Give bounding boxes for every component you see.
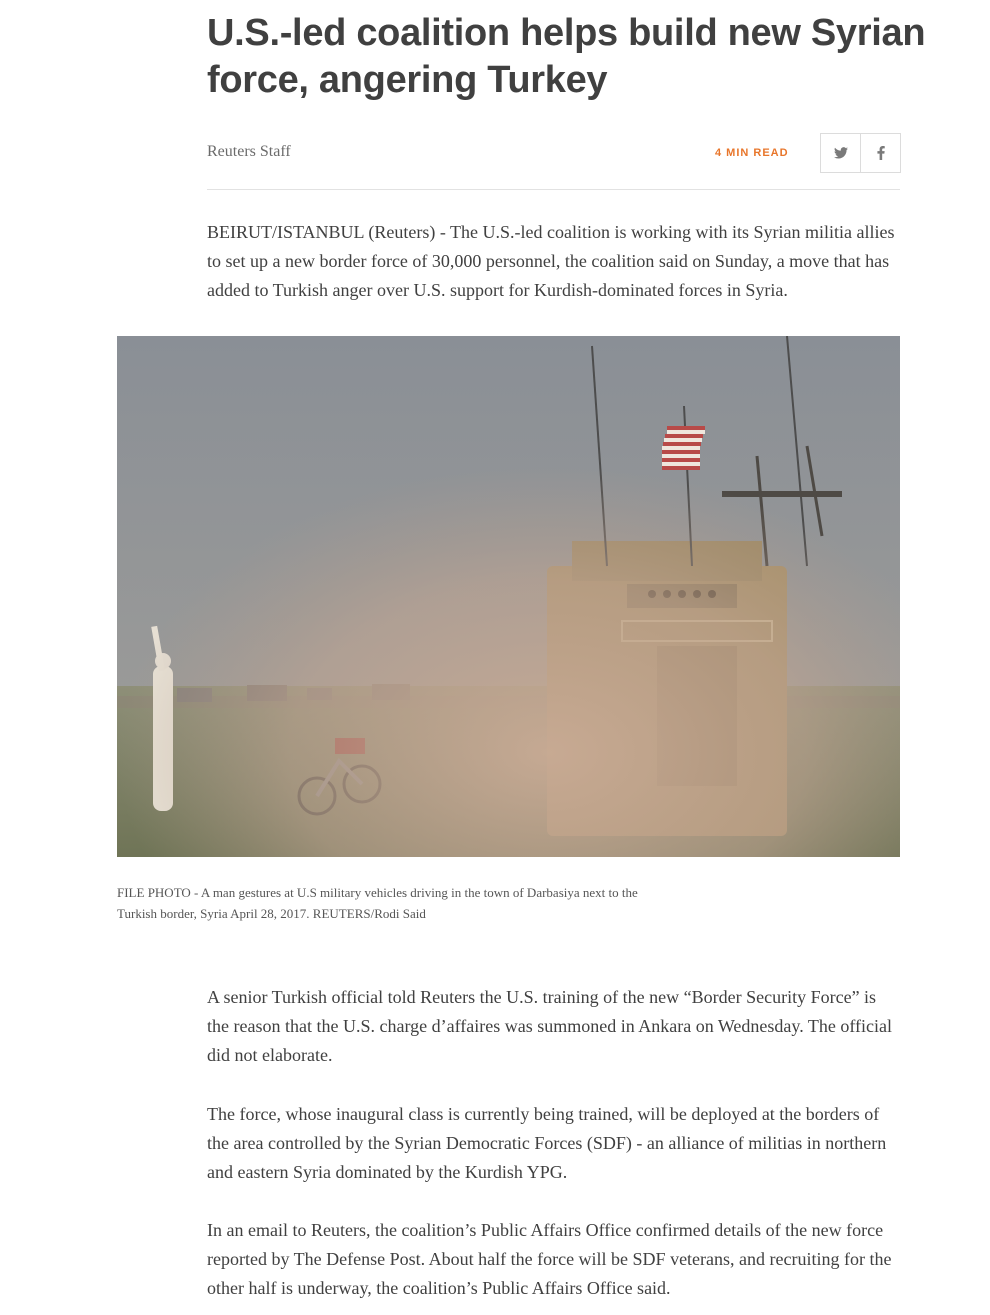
lead-paragraph: BEIRUT/ISTANBUL (Reuters) - The U.S.-led coalition is working with its Syrian militia allies to set up a new border force of 30,000 personnel, the coalition said on Sunday, a move that has added to Turkish anger over U.S. support for Kurdish-dominated forces in Syria.	[207, 222, 895, 300]
body-paragraph-3: In an email to Reuters, the coalition’s Public Affairs Office confirmed details of the new force reported by The Defense Post. About half the force will be SDF veterans, and recruiting for the other half is underway, the coalition’s Public Affairs Office said.	[207, 1220, 892, 1298]
article-photo	[117, 336, 900, 857]
author-name[interactable]: Reuters Staff	[207, 143, 291, 160]
share-buttons	[820, 133, 901, 173]
read-time: 4 MIN READ	[715, 147, 789, 159]
military-vehicle-photo	[117, 336, 900, 857]
photo-caption: FILE PHOTO - A man gestures at U.S military vehicles driving in the town of Darbasiya next to the Turkish border, Syria April 28, 2017. REUTERS/Rodi Said	[117, 885, 638, 921]
byline-row	[207, 133, 900, 190]
article-headline: U.S.-led coalition helps build new Syrian force, angering Turkey	[207, 12, 926, 101]
facebook-share-button[interactable]	[861, 133, 901, 173]
twitter-share-button[interactable]	[820, 133, 861, 173]
body-paragraph-2: The force, whose inaugural class is currently being trained, will be deployed at the borders of the area controlled by the Syrian Democratic Forces (SDF) - an alliance of militias in northern and eastern Syria dominated by the Kurdish YPG.	[207, 1104, 887, 1182]
body-paragraph-1: A senior Turkish official told Reuters the U.S. training of the new “Border Security Force” is the reason that the U.S. charge d’affaires was summoned in Ankara on Wednesday. The official did not elaborate.	[207, 987, 893, 1065]
twitter-icon	[834, 147, 848, 159]
facebook-icon	[877, 146, 885, 160]
